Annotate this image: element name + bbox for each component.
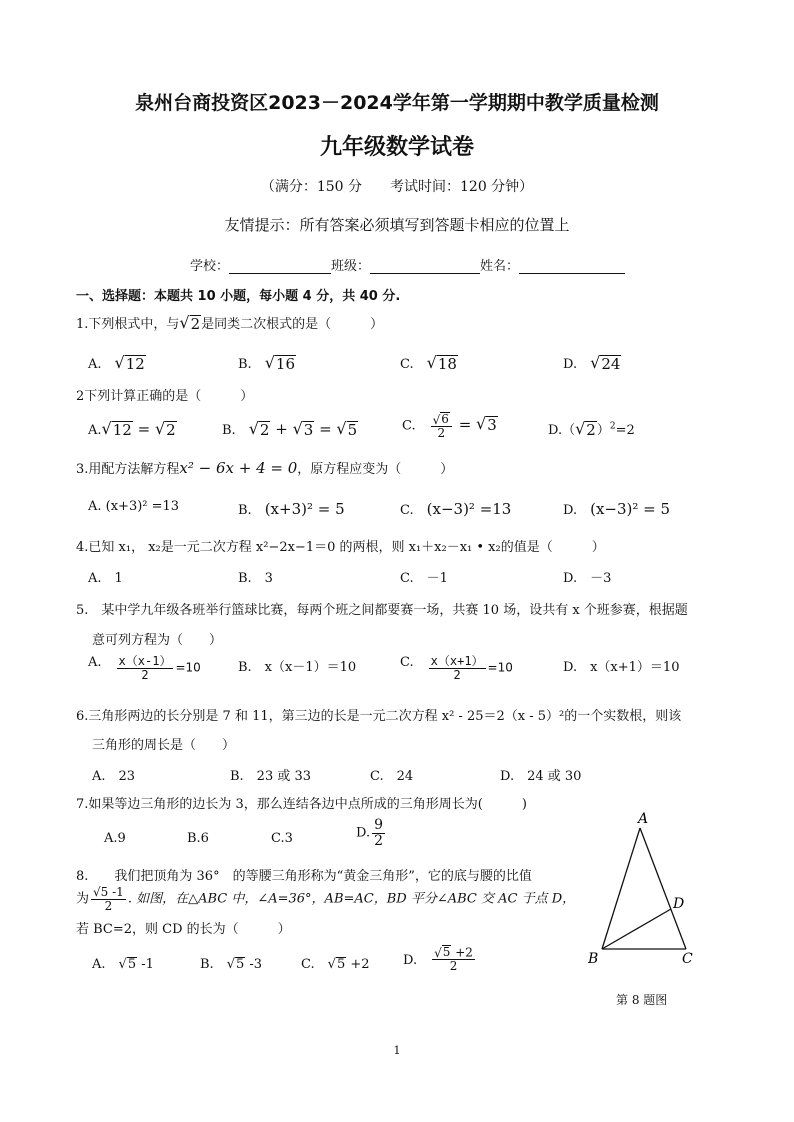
question-8-line3: 若 BC=2，则 CD 的长为（ ） [76,922,291,937]
question-5-line1: 5. 某中学九年级各班举行篮球比赛，每两个班之间都要赛一场，共赛 10 场，设共有 x 个班参赛，根据题 [76,603,688,618]
question-8-line1: 8. 我们把顶角为 36° 的等腰三角形称为“黄金三角形”，它的底与腰的比值 [76,869,532,884]
q3-option-b: B. (x+3)² = 5 [238,500,345,518]
question-7-stem: 7.如果等边三角形的边长为 3，那么连结各边中点所成的三角形周长为( ) [76,797,527,812]
q4-option-c: C. －1 [400,571,448,586]
q1-option-b: B. √ 16 [238,353,295,373]
q1-option-d: D. √ 24 [563,353,621,373]
question-6-line1: 6.三角形两边的长分别是 7 和 11，第三边的长是一元二次方程 x² - 25＝2（x - 5）²的一个实数根，则该 [76,709,682,724]
q1-option-c: C. √ 18 [400,353,457,373]
section-heading: 一、选择题：本题共 10 小题，每小题 4 分，共 40 分. [76,289,401,304]
q1-option-a: A. √ 12 [88,353,145,373]
figure-caption: 第 8 题图 [616,993,668,1007]
radical: √ 2 [179,313,201,333]
name-blank[interactable] [519,259,625,274]
q4-option-a: A. 1 [88,571,123,586]
q2-option-a: A. √ 12 = √ 2 [88,419,176,439]
question-1-stem: 1.下列根式中，与 √ 2 是同类二次根式的是（ ） [76,313,384,333]
q7-option-b: B.6 [187,831,209,846]
q2-option-b: B. √ 2 + √ 3 = √ 5 [222,419,358,439]
q5-option-c: C. $\frac{x(x+1)}{2}$ =10 [400,654,513,682]
question-4-stem: 4.已知 x₁， x₂是一元二次方程 x²−2x−1＝0 的两根，则 x₁＋x₂－x₁ • x₂的值是（ ） [76,540,605,555]
q7-option-a: A.9 [104,831,126,846]
question-6-line2: 三角形的周长是（ ） [92,738,236,753]
exam-subtitle: 九年级数学试卷 [319,135,474,160]
q6-option-d: D. 24 或 30 [500,769,582,784]
question-3-stem: 3.用配方法解方程x² − 6x + 4 = 0，原方程应变为（ ） [76,459,454,477]
name-label: 姓名： [480,259,520,274]
exam-tip: 友情提示：所有答案必须填写到答题卡相应的位置上 [224,216,570,234]
q5-option-d: D. x（x+1）＝10 [563,660,680,675]
label-b: B [588,951,599,967]
q8-option-c: C. √ 5 +2 [301,956,370,972]
q5-option-a: A. $\frac{x(x-1)}{2}$ =10 [88,654,201,682]
q3-option-a: A. (x+3)² =13 [88,499,180,514]
question-5-line2: 意可列方程为（ ） [92,633,223,648]
q4-option-d: D. －3 [563,571,612,586]
q5-option-b: B. x（x－1）＝10 [238,660,357,675]
q4-option-b: B. 3 [238,571,273,586]
label-d: D [673,896,685,912]
q3-option-d: D. (x−3)² = 5 [563,500,671,518]
school-blank[interactable] [229,259,331,274]
triangle-figure [580,808,700,978]
q8-option-d: D. √ 5 +2 2 [403,945,473,974]
q7-option-d: D. $\frac{9}{2}$ [356,817,384,849]
q2-option-d: D.（ √ 2 ）$^2$=2 [548,419,635,439]
q6-option-c: C. 24 [370,769,414,784]
q6-option-b: B. 23 或 33 [230,769,312,784]
q7-option-c: C.3 [271,831,293,846]
class-label: 班级： [331,259,371,274]
q8-option-a: A. √ 5 -1 [92,956,154,972]
q8-option-b: B. √ 5 -3 [200,956,263,972]
label-a: A [638,811,649,827]
question-8-line2: 为 $\frac{√5 -1}{2}$ . 如图，在△ABC 中，∠A=36°，AB=AC，BD 平分∠ABC 交 AC 于点 D， [76,885,576,913]
page-number: 1 [393,1044,401,1057]
label-c: C [682,951,693,967]
side-ac [640,828,686,949]
class-blank[interactable] [370,259,480,274]
question-2-stem: 2下列计算正确的是（ ） [76,389,254,404]
school-label: 学校： [190,259,230,274]
exam-meta: （满分：150 分 考试时间：120 分钟） [260,179,534,195]
student-info-row [190,255,625,274]
q6-option-a: A. 23 [92,769,136,784]
q3-option-c: C. (x−3)² =13 [400,500,512,518]
exam-title: 泉州台商投资区2023－2024学年第一学期期中教学质量检测 [135,92,659,114]
q2-option-c: C. √ 6 2 = √ 3 [402,412,497,441]
